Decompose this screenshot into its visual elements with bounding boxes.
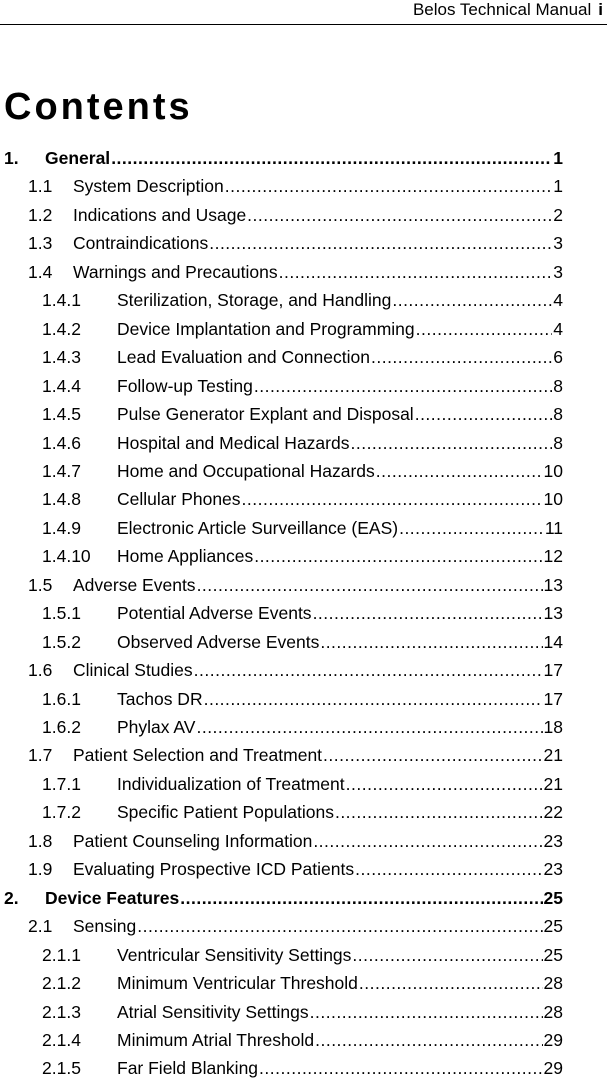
toc-entry-title: Follow-up Testing: [117, 375, 253, 396]
toc-entry-number: 1.5.2: [42, 631, 81, 652]
toc-entry-title: Hospital and Medical Hazards: [117, 432, 350, 453]
toc-entry-number: 1.1: [28, 176, 53, 197]
toc-entry-page: 21: [543, 745, 563, 766]
toc-entry-title: Pulse Generator Explant and Disposal: [117, 404, 414, 425]
toc-entry[interactable]: [42, 286, 563, 314]
toc-entry-title: Minimum Ventricular Threshold: [117, 973, 358, 994]
toc-entry[interactable]: [28, 855, 563, 883]
toc-entry-number: 1.6: [28, 660, 53, 681]
dot-leader: [137, 912, 542, 940]
toc-entry-page: 25: [543, 887, 563, 908]
toc-entry-title: General: [45, 148, 111, 168]
toc-entry-number: 2.1.3: [42, 1001, 81, 1022]
toc-entry-title: Minimum Atrial Threshold: [117, 1029, 315, 1050]
dot-leader: [254, 372, 552, 400]
toc-entry-page: 25: [543, 944, 563, 965]
dot-leader: [310, 998, 543, 1026]
toc-entry-number: 1.4: [28, 261, 53, 282]
toc-entry[interactable]: [28, 912, 563, 940]
dot-leader: [335, 798, 543, 826]
toc-entry[interactable]: [28, 258, 563, 286]
toc-entry[interactable]: [42, 685, 563, 713]
toc-entry[interactable]: [42, 485, 563, 513]
toc-entry-page: 23: [543, 830, 563, 851]
toc-entry[interactable]: [42, 599, 563, 627]
toc-entry-title: Phylax AV: [117, 717, 196, 737]
toc-entry-number: 1.7.1: [42, 773, 81, 794]
toc-entry-number: 2.1: [28, 916, 53, 937]
dot-leader: [313, 827, 542, 855]
header-text: [413, 0, 603, 20]
toc-entry-page: 18: [543, 717, 563, 737]
toc-entry[interactable]: [42, 770, 563, 798]
toc-entry-title: Patient Counseling Information: [73, 830, 313, 851]
toc-entry-number: 2.1.4: [42, 1029, 81, 1050]
toc-entry-title: System Description: [73, 176, 224, 197]
toc-entry-number: 1.6.2: [42, 717, 81, 737]
toc-entry-number: 1.4.3: [42, 347, 81, 368]
page-header: [0, 0, 607, 25]
contents-title: Contents: [4, 86, 193, 128]
toc-entry[interactable]: [42, 343, 563, 371]
toc-entry-page: 13: [543, 574, 563, 595]
toc-entry-number: 1.5.1: [42, 603, 81, 624]
dot-leader: [313, 599, 543, 627]
dot-leader: [254, 542, 542, 570]
toc-entry-page: 6: [553, 347, 563, 368]
dot-leader: [399, 514, 544, 542]
toc-entry-title: Patient Selection and Treatment: [73, 745, 323, 766]
toc-entry-number: 2.1.2: [42, 973, 81, 994]
toc-entry-title: Ventricular Sensitivity Settings: [117, 944, 352, 965]
dot-leader: [242, 485, 543, 513]
toc-entry[interactable]: [28, 656, 563, 684]
dot-leader: [323, 741, 542, 769]
toc-entry-page: 13: [543, 603, 563, 624]
toc-entry[interactable]: [28, 827, 563, 855]
toc-entry-number: 2.: [4, 887, 19, 908]
dot-leader: [180, 884, 542, 912]
toc-entry-title: Sensing: [73, 916, 137, 937]
toc-entry-page: 10: [543, 460, 563, 481]
dot-leader: [279, 258, 553, 286]
toc-entry-page: 11: [544, 517, 563, 538]
manual-title: Belos Technical Manual: [412, 0, 592, 19]
toc-entry-page: 28: [543, 973, 563, 994]
toc-entry[interactable]: [28, 571, 563, 599]
dot-leader: [416, 315, 553, 343]
toc-entry-number: 1.4.8: [42, 489, 81, 510]
dot-leader: [197, 571, 543, 599]
dot-leader: [194, 656, 543, 684]
toc-entry-number: 1.4.4: [42, 375, 81, 396]
dot-leader: [315, 1026, 542, 1054]
toc-entry-page: 29: [543, 1029, 563, 1050]
toc-entry-page: 2: [553, 204, 563, 225]
toc-entry-number: 1.6.1: [42, 688, 81, 709]
toc-entry[interactable]: [4, 144, 563, 172]
toc-entry-number: 1.4.1: [42, 290, 81, 311]
toc-entry-title: Observed Adverse Events: [117, 631, 320, 652]
toc-entry-number: 1.4.6: [42, 432, 81, 453]
toc-entry-page: 1: [553, 148, 563, 168]
toc-entry-page: 4: [553, 290, 563, 311]
toc-entry-title: Contraindications: [73, 233, 209, 254]
toc-entry-page: 23: [543, 859, 563, 880]
dot-leader: [376, 457, 543, 485]
dot-leader: [225, 172, 553, 200]
toc-entry-page: 12: [543, 546, 563, 567]
toc-entry[interactable]: [42, 1054, 563, 1082]
toc-entry-title: Home and Occupational Hazards: [117, 460, 375, 481]
toc-entry[interactable]: [42, 457, 563, 485]
toc-entry-title: Indications and Usage: [73, 204, 247, 225]
toc-entry-page: 17: [543, 660, 563, 681]
toc-entry-page: 4: [553, 318, 563, 339]
toc-entry-title: Far Field Blanking: [117, 1058, 259, 1079]
toc-entry[interactable]: [42, 1026, 563, 1054]
toc-entry-number: 1.4.9: [42, 517, 81, 538]
toc-entry-number: 1.7: [28, 745, 53, 766]
toc-entry-number: 1.4.2: [42, 318, 81, 339]
toc-entry[interactable]: [28, 229, 563, 257]
toc-entry-number: 1.8: [28, 830, 53, 851]
toc-entry[interactable]: [28, 172, 563, 200]
toc-entry-page: 3: [553, 233, 563, 254]
dot-leader: [346, 770, 543, 798]
toc-entry-title: Specific Patient Populations: [117, 802, 334, 823]
toc-entry-title: Atrial Sensitivity Settings: [117, 1001, 309, 1022]
toc-entry-number: 1.3: [28, 233, 53, 254]
toc-entry-number: 2.1.1: [42, 944, 81, 965]
dot-leader: [204, 685, 543, 713]
toc-entry-number: 1.4.10: [42, 546, 91, 567]
page-number: i: [598, 0, 603, 19]
toc-entry-title: Evaluating Prospective ICD Patients: [73, 859, 355, 880]
toc-entry-title: Adverse Events: [73, 574, 196, 595]
toc-entry[interactable]: [42, 315, 563, 343]
toc-entry-number: 1.5: [28, 574, 53, 595]
toc-entry[interactable]: [42, 542, 563, 570]
toc-entry[interactable]: [42, 941, 563, 969]
dot-leader: [392, 286, 552, 314]
dot-leader: [359, 969, 543, 997]
toc-entry[interactable]: [42, 713, 563, 741]
toc-entry-title: Warnings and Precautions: [73, 261, 278, 282]
toc-entry-title: Sterilization, Storage, and Handling: [117, 290, 392, 311]
toc-entry-number: 1.7.2: [42, 802, 81, 823]
toc-entry-title: Individualization of Treatment: [117, 773, 345, 794]
dot-leader: [352, 941, 542, 969]
toc-entry-title: Cellular Phones: [117, 489, 241, 510]
dot-leader: [259, 1054, 542, 1082]
toc-entry-number: 2.1.5: [42, 1058, 81, 1079]
dot-leader: [355, 855, 542, 883]
toc-entry-number: 1.4.5: [42, 404, 81, 425]
toc-entry-page: 8: [553, 404, 563, 425]
dot-leader: [111, 144, 552, 172]
dot-leader: [320, 628, 542, 656]
toc-entry-page: 21: [543, 773, 563, 794]
toc-entry-page: 14: [543, 631, 563, 652]
dot-leader: [371, 343, 552, 371]
toc-entry[interactable]: [42, 372, 563, 400]
toc-entry-number: 1.4.7: [42, 460, 81, 481]
toc-entry-title: Tachos DR: [117, 688, 203, 709]
toc-entry-page: 25: [543, 916, 563, 937]
toc-entry-title: Potential Adverse Events: [117, 603, 312, 624]
toc-entry[interactable]: [42, 628, 563, 656]
dot-leader: [415, 400, 553, 428]
toc-entry-title: Clinical Studies: [73, 660, 193, 681]
toc-entry-title: Device Implantation and Programming: [117, 318, 415, 339]
toc-entry[interactable]: [42, 400, 563, 428]
toc-entry[interactable]: [42, 429, 563, 457]
toc-entry-page: 22: [543, 802, 563, 823]
toc-entry-title: Device Features: [45, 887, 180, 908]
toc-entry-title: Lead Evaluation and Connection: [117, 347, 370, 368]
toc-entry[interactable]: [42, 998, 563, 1026]
toc-entry[interactable]: [42, 969, 563, 997]
toc-entry-number: 1.2: [28, 204, 53, 225]
toc-entry[interactable]: [4, 884, 563, 912]
toc-entry[interactable]: [42, 514, 563, 542]
toc-entry[interactable]: [28, 201, 563, 229]
toc-entry-page: 10: [543, 489, 563, 510]
toc-entry-page: 17: [543, 688, 563, 709]
toc-entry-page: 28: [543, 1001, 563, 1022]
dot-leader: [247, 201, 552, 229]
toc-entry[interactable]: [28, 741, 563, 769]
toc-entry-number: 1.: [4, 148, 19, 168]
dot-leader: [209, 229, 552, 257]
toc-entry[interactable]: [42, 798, 563, 826]
dot-leader: [350, 429, 552, 457]
toc-entry-title: Electronic Article Surveillance (EAS): [117, 517, 399, 538]
toc-entry-number: 1.9: [28, 859, 53, 880]
toc-entry-page: 3: [553, 261, 563, 282]
toc-entry-page: 29: [543, 1058, 563, 1079]
toc-entry-page: 8: [553, 432, 563, 453]
dot-leader: [196, 713, 542, 741]
toc-entry-page: 1: [553, 176, 563, 197]
toc-entry-title: Home Appliances: [117, 546, 254, 567]
toc-entry-page: 8: [553, 375, 563, 396]
